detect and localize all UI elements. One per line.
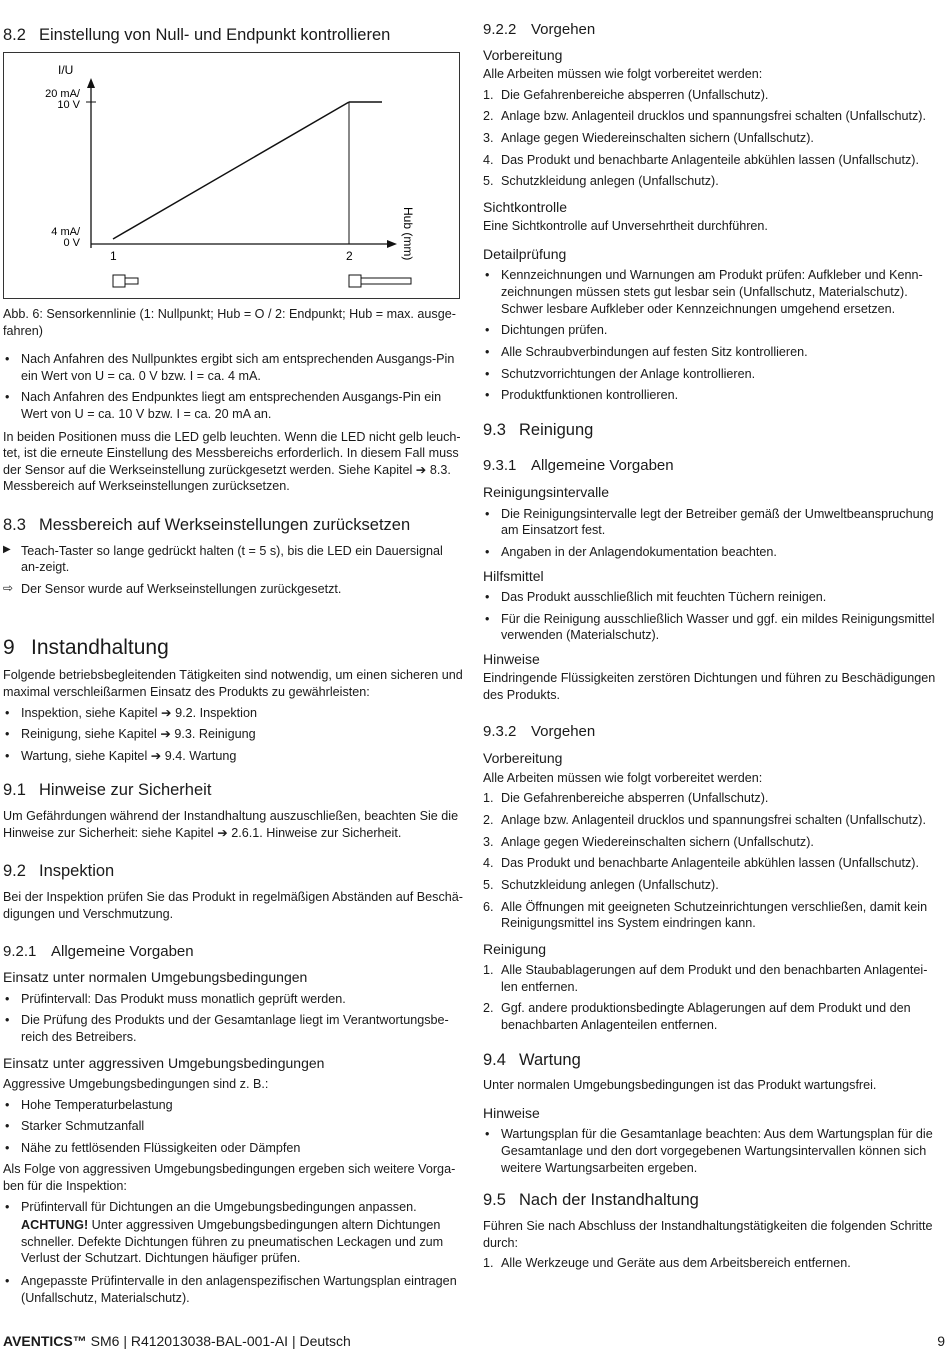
brand-name: AVENTICS™	[3, 1333, 87, 1349]
warning-text: Unter aggressiven Umgebungsbedingungen altern Dichtungen schneller. Defekte Dichtungen führen zu pneumatischen Leckagen und zum Verlust der Schutzart. Dichtungen häufiger prüfen.	[21, 1218, 444, 1266]
y-tick-top-label-1: 20 mA/	[45, 88, 80, 100]
list-item: • Produktfunktionen kontrollieren.	[483, 387, 943, 404]
preparation-2-steps	[483, 790, 943, 931]
section-9-heading: 9 Instandhaltung	[3, 635, 169, 659]
maintenance-notes-list	[483, 1126, 943, 1176]
list-item: • Angepasste Prüfintervalle in den anlagenspezifischen Wartungsplan eintragen (Unfallschutz, Materialschutz).	[3, 1273, 463, 1306]
list-item: • Wartung, siehe Kapitel ➔ 9.4. Wartung	[3, 748, 463, 765]
characteristic-ramp	[113, 102, 349, 239]
left-column-body	[3, 306, 463, 1311]
list-item: • Dichtungen prüfen.	[483, 322, 943, 339]
y-axis-label: I/U	[58, 63, 74, 77]
s83-steps	[3, 543, 463, 598]
notes-paragraph: Eindringende Flüssigkeiten zerstören Dichtungen und führen zu Beschädigungen des Produkts.	[483, 671, 936, 702]
list-item: • Prüfintervall für Dichtungen an die Umgebungsbedingungen anpassen.	[3, 1199, 463, 1216]
s95-paragraph: Führen Sie nach Abschluss der Instandhaltungstätigkeiten die folgenden Schritte durch:	[483, 1219, 933, 1250]
warning-label: ACHTUNG!	[21, 1218, 89, 1233]
section-9-1-heading: 9.1 Hinweise zur Sicherheit	[3, 781, 212, 800]
document-id: SM6 | R412013038-BAL-001-AI | Deutsch	[86, 1333, 351, 1349]
list-item: 2. Anlage bzw. Anlagenteil drucklos und spannungsfrei schalten (Unfallschutz).	[483, 813, 926, 828]
list-item: • Alle Schraubverbindungen auf festen Sitz kontrollieren.	[483, 344, 943, 361]
result-step: ⇨ Der Sensor wurde auf Werkseinstellungen zurückgesetzt.	[3, 581, 463, 598]
after-maintenance-steps	[483, 1255, 943, 1272]
s82-paragraph: In beiden Positionen muss die LED gelb leuchten. Wenn die LED nicht gelb leuch-tet, ist die erneute Einstellung des Messbereichs erforderlich. In diesem Fall muss der Sensor auf die Werkseinstellung zurückgesetzt werden. Siehe Kapitel ➔ 8.3. Messbereich auf Werkseinstellungen zurücksetzen.	[3, 429, 461, 494]
list-item: 1. Die Gefahrenbereiche absperren (Unfallschutz).	[483, 791, 769, 806]
normal-bullet-list	[3, 991, 463, 1046]
cylinder-rod-1	[125, 278, 138, 284]
figure-caption: Abb. 6: Sensorkennlinie (1: Nullpunkt; Hub = O / 2: Endpunkt; Hub = max. ausge-fahren)	[3, 307, 456, 338]
list-item: 3. Anlage gegen Wiedereinschalten sichern (Unfallschutz).	[483, 131, 814, 146]
cylinder-body-2	[349, 275, 361, 287]
list-item: • Angaben in der Anlagendokumentation beachten.	[483, 544, 943, 561]
s92-paragraph: Bei der Inspektion prüfen Sie das Produkt in regelmäßigen Abständen auf Beschä-digungen und Verschmutzung.	[3, 890, 463, 921]
aggressive-inspection-list-2	[3, 1273, 463, 1306]
s82-bullet-list	[3, 351, 463, 422]
list-item: • Nach Anfahren des Endpunktes liegt am entsprechenden Ausgangs-Pin ein Wert von U = ca. 10 V bzw. I = ca. 20 mA an.	[3, 389, 463, 422]
list-item: 2. Anlage bzw. Anlagenteil drucklos und spannungsfrei schalten (Unfallschutz).	[483, 109, 926, 124]
section-9-2-1-heading: 9.2.1 Allgemeine Vorgaben	[3, 943, 194, 961]
y-tick-top-label-2: 10 V	[57, 99, 80, 111]
cleaning-interval-heading: Reinigungsintervalle	[483, 484, 610, 501]
cleaning-interval-list	[483, 506, 943, 561]
section-9-2-heading: 9.2 Inspektion	[3, 862, 115, 881]
list-item: • Inspektion, siehe Kapitel ➔ 9.2. Inspektion	[3, 705, 463, 722]
x-axis-label: Hub (mm)	[401, 207, 415, 261]
section-9-3-heading: 9.3 Reinigung	[483, 420, 594, 439]
aggressive-intro: Aggressive Umgebungsbedingungen sind z. B.:	[3, 1076, 269, 1091]
tools-heading: Hilfsmittel	[483, 567, 544, 584]
action-step: ▶ Teach-Taster so lange gedrückt halten (t = 5 s), bis die LED ein Dauersignal an-zeigt.	[3, 543, 463, 576]
preparation-heading: Vorbereitung	[483, 46, 563, 63]
section-9-4-heading: 9.4 Wartung	[483, 1050, 581, 1069]
list-item: • Starker Schmutzanfall	[3, 1118, 463, 1135]
list-item: 3. Anlage gegen Wiedereinschalten sichern (Unfallschutz).	[483, 834, 814, 849]
notes-heading: Hinweise	[483, 650, 540, 667]
list-item: 5. Schutzkleidung anlegen (Unfallschutz).	[483, 174, 719, 189]
normal-conditions-heading: Einsatz unter normalen Umgebungsbedingungen	[3, 969, 308, 986]
cleaning-steps	[483, 962, 943, 1033]
list-item: • Die Prüfung des Produkts und der Gesamtanlage liegt im Verantwortungsbe-reich des Betreibers.	[3, 1012, 463, 1045]
sensor-characteristic-figure	[3, 52, 460, 299]
detail-check-heading: Detailprüfung	[483, 246, 567, 262]
page-footer	[3, 1332, 945, 1350]
list-item: • Die Reinigungsintervalle legt der Betreiber gemäß der Umweltbeanspruchung am Einsatzort fest.	[483, 506, 943, 539]
cylinder-rod-2	[361, 278, 411, 284]
section-9-3-2-heading: 9.3.2 Vorgehen	[483, 722, 596, 740]
list-item: 6. Alle Öffnungen mit geeigneten Schutzeinrichtungen verschließen, damit kein Reinigungsmittel ins System eindringen kann.	[483, 899, 928, 931]
y-tick-bottom-label-1: 4 mA/	[51, 226, 80, 238]
list-item: 1. Alle Staubablagerungen auf dem Produkt und den benachbarten Anlagentei-len entfernen.	[483, 963, 928, 994]
y-tick-bottom-label-2: 0 V	[63, 237, 80, 249]
s94-paragraph: Unter normalen Umgebungsbedingungen ist das Produkt wartungsfrei.	[483, 1078, 877, 1093]
preparation-steps	[483, 87, 943, 190]
list-item: 4. Das Produkt und benachbarte Anlagenteile abkühlen lassen (Unfallschutz).	[483, 856, 919, 871]
list-item: • Wartungsplan für die Gesamtanlage beachten: Aus dem Wartungsplan für die Gesamtanlage und den dort vorgegebenen Wartungsintervallen können sich weitere Wartungsarbeiten ergeben.	[483, 1126, 943, 1176]
maintenance-notes-heading: Hinweise	[483, 1105, 540, 1121]
cylinder-body-1	[113, 275, 125, 287]
s91-paragraph: Um Gefährdungen während der Instandhaltung auszuschließen, beachten Sie die Hinweise zur Sicherheit: siehe Kapitel ➔ 2.6.1. Hinweise zur Sicherheit.	[3, 809, 459, 840]
list-item: • Nähe zu fettlösenden Flüssigkeiten oder Dämpfen	[3, 1140, 463, 1157]
section-9-5-heading: 9.5 Nach der Instandhaltung	[483, 1191, 699, 1210]
preparation-intro: Alle Arbeiten müssen wie folgt vorbereitet werden:	[483, 67, 763, 82]
aggressive-inspection-list	[3, 1199, 463, 1216]
cleaning-heading: Reinigung	[483, 940, 547, 957]
section-8-2-heading: 8.2 Einstellung von Null- und Endpunkt kontrollieren	[3, 26, 391, 44]
preparation-2-intro: Alle Arbeiten müssen wie folgt vorbereitet werden:	[483, 770, 763, 785]
aggressive-bullet-list	[3, 1097, 463, 1157]
aggressive-conditions-heading: Einsatz unter aggressiven Umgebungsbedingungen	[3, 1054, 325, 1071]
section-9-3-1-heading: 9.3.1 Allgemeine Vorgaben	[483, 456, 674, 474]
warning-note	[21, 1217, 463, 1267]
list-item: • Das Produkt ausschließlich mit feuchten Tüchern reinigen.	[483, 589, 943, 606]
visual-check-paragraph: Eine Sichtkontrolle auf Unversehrtheit durchführen.	[483, 219, 768, 234]
list-item: 1. Alle Werkzeuge und Geräte aus dem Arbeitsbereich entfernen.	[483, 1256, 851, 1271]
sensor-characteristic-chart	[4, 53, 461, 300]
aggressive-paragraph: Als Folge von aggressiven Umgebungsbedingungen ergeben sich weitere Vorga-ben für die Inspektion:	[3, 1162, 456, 1194]
list-item: • Kennzeichnungen und Warnungen am Produkt prüfen: Aufkleber und Kenn-zeichnungen müssen stets gut lesbar sein (Unfallschutz, Materialschutz). Schwer lesbare Aufkleber oder Kennzeichnungen umgehend ersetzen.	[483, 267, 943, 317]
list-item: • Hohe Temperaturbelastung	[3, 1097, 463, 1114]
section-8-3-heading: 8.3 Messbereich auf Werkseinstellungen zurücksetzen	[3, 516, 411, 535]
right-column-body	[483, 20, 943, 1277]
detail-check-list	[483, 267, 943, 403]
list-item: • Für die Reinigung ausschließlich Wasser und ggf. ein mildes Reinigungsmittel verwenden (Materialschutz).	[483, 611, 943, 644]
preparation-2-heading: Vorbereitung	[483, 750, 563, 767]
list-item: 4. Das Produkt und benachbarte Anlagenteile abkühlen lassen (Unfallschutz).	[483, 152, 919, 167]
list-item: • Reinigung, siehe Kapitel ➔ 9.3. Reinigung	[3, 726, 463, 743]
list-item: • Prüfintervall: Das Produkt muss monatlich geprüft werden.	[3, 991, 463, 1008]
list-item: 5. Schutzkleidung anlegen (Unfallschutz).	[483, 877, 719, 892]
tools-list	[483, 589, 943, 644]
list-item: 1. Die Gefahrenbereiche absperren (Unfallschutz).	[483, 87, 769, 102]
section-9-2-2-heading: 9.2.2 Vorgehen	[483, 21, 596, 38]
point-1-label: 1	[110, 249, 117, 263]
list-item: • Schutzvorrichtungen der Anlage kontrollieren.	[483, 366, 943, 383]
visual-check-heading: Sichtkontrolle	[483, 198, 568, 215]
s9-paragraph: Folgende betriebsbegleitenden Tätigkeiten sind notwendig, um einen sicheren und maximal verschleißarmen Einsatz des Produkts zu gewährleisten:	[3, 668, 463, 700]
y-axis-arrow	[87, 78, 95, 88]
page-number: 9	[937, 1333, 945, 1349]
x-axis-arrow	[387, 240, 397, 248]
list-item: • Nach Anfahren des Nullpunktes ergibt sich am entsprechenden Ausgangs-Pin ein Wert von U = ca. 0 V bzw. I = ca. 4 mA.	[3, 351, 463, 384]
list-item: 2. Ggf. andere produktionsbedingte Ablagerungen auf dem Produkt und den benachbarten Anlagenteilen entfernen.	[483, 1001, 911, 1033]
s9-bullet-list	[3, 705, 463, 765]
point-2-label: 2	[346, 249, 353, 263]
